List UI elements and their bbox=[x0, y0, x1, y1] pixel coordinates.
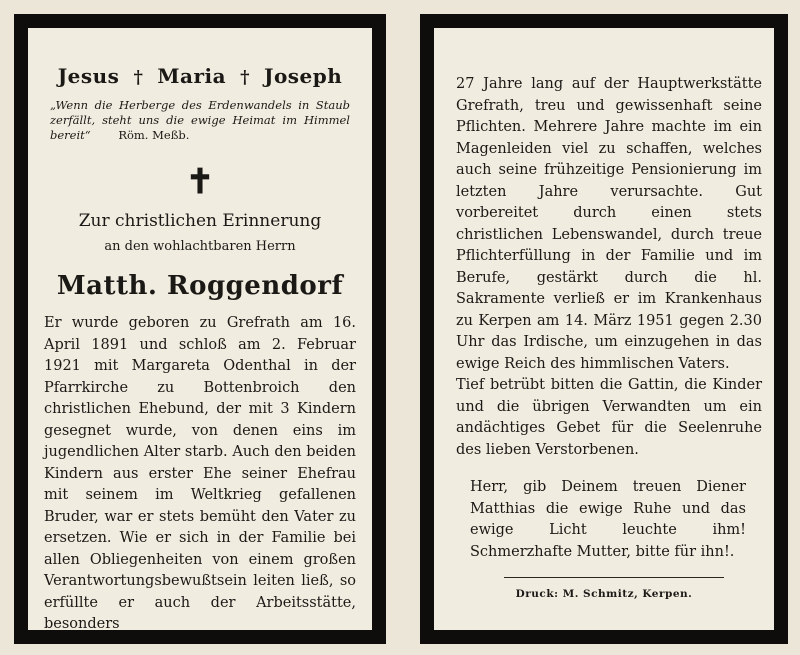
epigraph-text: „Wenn die Herberge des Erdenwandels in Staub zerfällt, steht uns die ewige Heimat im Himmel bereit“ bbox=[50, 98, 350, 142]
invocation-maria: Maria bbox=[157, 64, 227, 88]
biography-text: Er wurde geboren zu Grefrath am 16. April 1891 und schloß am 2. Februar 1921 mit Margareta Odenthal in der Pfarrkirche zu Bottenbroich den christlichen Ehebund, der mit 3 Kindern gesegnet wurde, von denen eins im jugendlichen Alter starb. Auch den beiden Kindern aus erster Ehe seiner Ehefrau mit seinem im Weltkrieg gefallenen Bruder, war er stets bemüht den Vater zu ersetzen. Wie er sich in der Familie bei allen Obliegenheiten von einem großen Verantwortungsbewußtsein leiten ließ, so erfüllte er auch der Arbeitsstätte, besonders bbox=[44, 315, 356, 630]
epigraph bbox=[50, 98, 350, 143]
remembrance-heading: Zur christlichen Erinnerung bbox=[78, 211, 322, 231]
epigraph-source: Röm. Meßb. bbox=[118, 128, 190, 142]
cross-separator-icon: † bbox=[133, 67, 144, 88]
family-request: Tief betrübt bitten die Gattin, die Kinder und die übrigen Verwandten um ein andächtiges Gebet für die Seelenruhe des lieben Verstorbenen. bbox=[456, 377, 762, 458]
invocation bbox=[44, 64, 356, 88]
prayer-text: Herr, gib Deinem treuen Diener Matthias die ewige Ruhe und das ewige Licht leuchte ihm! Schmerzhafte Mutter, bitte für ihn!. bbox=[470, 479, 746, 560]
deceased-name: Matth. Roggendorf bbox=[56, 271, 344, 301]
invocation-joseph: Joseph bbox=[263, 64, 343, 88]
left-card bbox=[14, 14, 386, 644]
printer-credit: Druck: M. Schmitz, Kerpen. bbox=[515, 588, 693, 600]
biography-continued: 27 Jahre lang auf der Hauptwerkstätte Grefrath, treu und gewissenhaft seine Pflichten. Mehrere Jahre machte im ein Magenleiden viel zu schaffen, welches auch seine frühzeitige Pensionierung im letzten Jahre verursachte. Gut vorbereitet durch einen stets christlichen Lebenswandel, durch treue Pflichterfüllung in der Familie und im Berufe, gestärkt durch die hl. Sakramente verließ er im Krankenhaus zu Kerpen am 14. März 1951 gegen 2.30 Uhr das Irdische, um einzugehen in das ewige Reich des himmlischen Vaters. bbox=[456, 76, 762, 372]
cross-icon: ✝ bbox=[185, 162, 215, 202]
left-card-content bbox=[28, 28, 372, 630]
divider bbox=[504, 577, 724, 578]
cross-separator-icon: † bbox=[240, 67, 250, 88]
honorific-line: an den wohlachtbaren Herrn bbox=[104, 239, 296, 254]
right-card-content bbox=[434, 28, 774, 630]
right-card bbox=[420, 14, 788, 644]
invocation-jesus: Jesus bbox=[57, 64, 120, 88]
